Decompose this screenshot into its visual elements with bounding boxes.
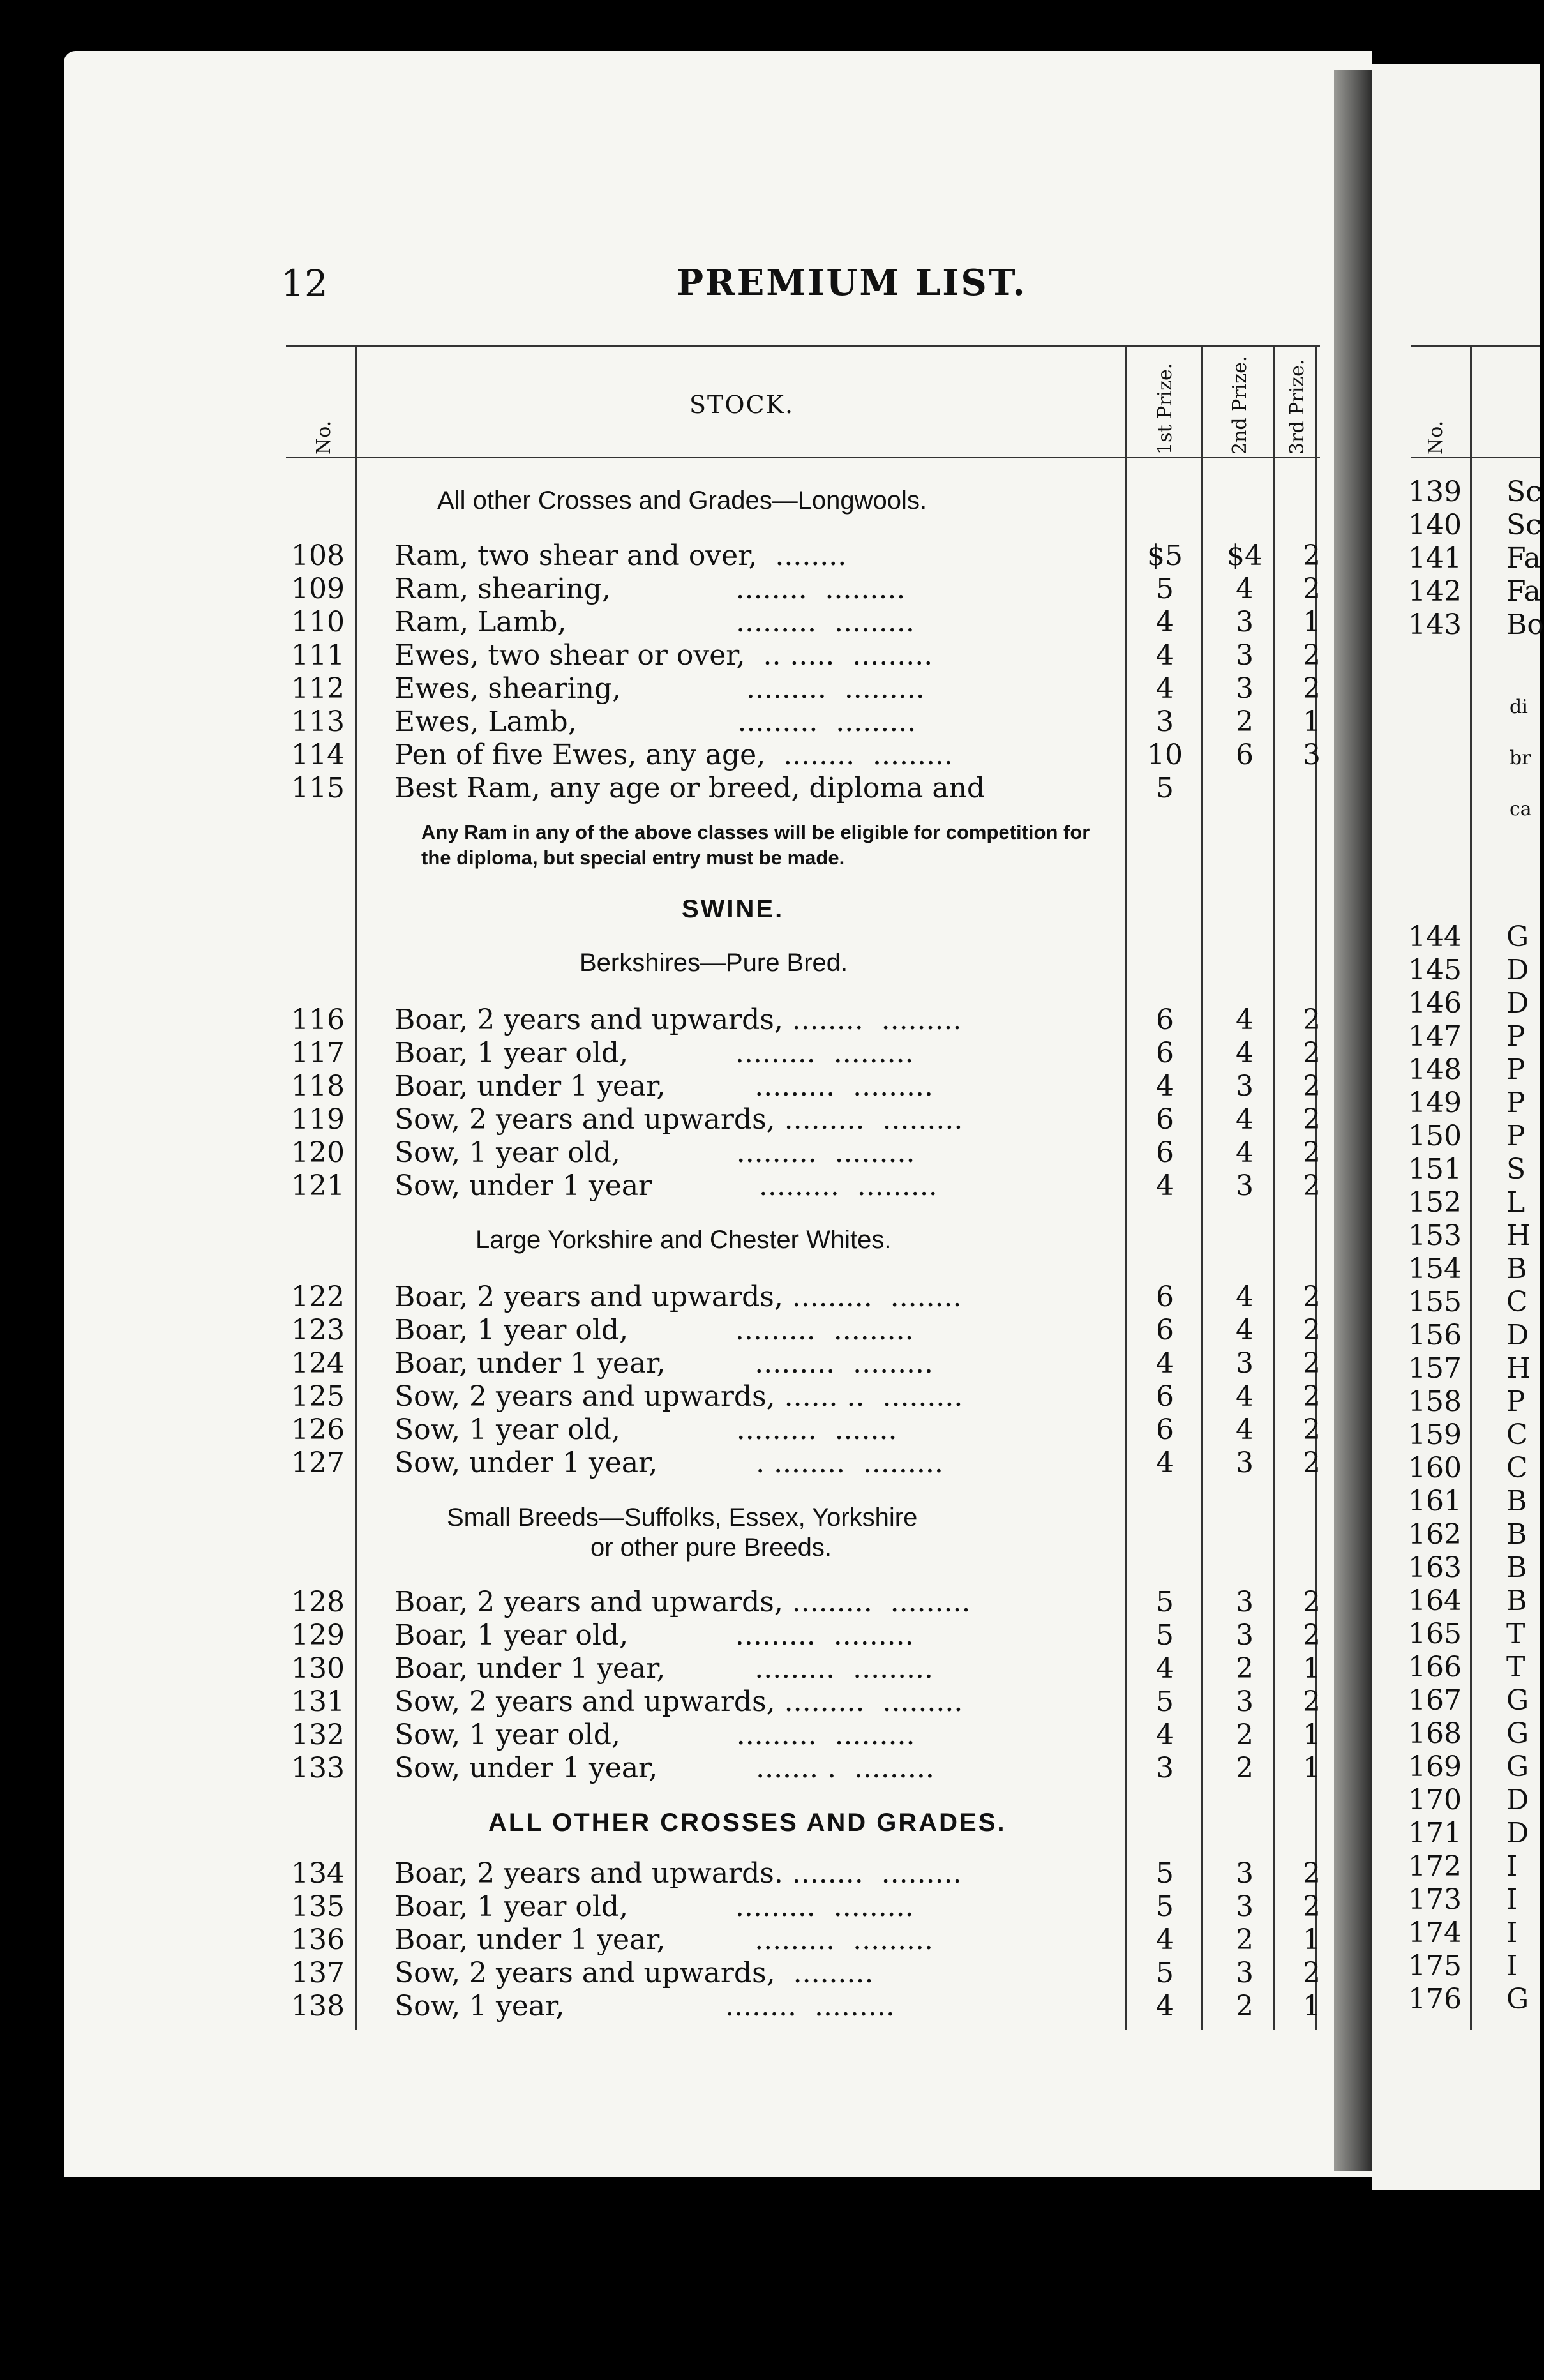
facing-entry-number: 170	[1408, 1784, 1462, 1816]
entry-description: Sow, 1 year old, ......... .........	[394, 1136, 915, 1169]
entry-number: 109	[291, 573, 345, 605]
facing-entry-text: H	[1506, 1219, 1531, 1252]
entry-description: Ewes, shearing, ......... .........	[394, 672, 925, 705]
facing-entry-text: P	[1506, 1053, 1525, 1086]
facing-entry-number: 172	[1408, 1850, 1462, 1883]
facing-entry-number: 174	[1408, 1917, 1462, 1949]
facing-entry-number: 163	[1408, 1551, 1462, 1584]
second-prize-value: 2	[1236, 1924, 1254, 1956]
entry-number: 119	[291, 1103, 345, 1136]
note-text: Any Ram in any of the above classes will be eligible for competition for the diploma, but special entry must be made.	[421, 821, 1090, 869]
facing-entry-number: 161	[1408, 1485, 1462, 1518]
entry-description: Sow, 1 year, ........ .........	[394, 1990, 895, 2022]
column-header-third-prize: 3rd Prize.	[1286, 359, 1308, 455]
column-divider-no	[355, 345, 357, 2030]
entry-description: Sow, 2 years and upwards, ...... .. .........	[394, 1380, 963, 1413]
first-prize-value: 4	[1156, 639, 1174, 672]
second-prize-value: 3	[1236, 1957, 1254, 1989]
facing-entry-text: P	[1506, 1385, 1525, 1418]
entry-number: 117	[291, 1037, 345, 1069]
second-prize-value: 3	[1236, 1447, 1254, 1479]
facing-entry-text: P	[1506, 1087, 1525, 1119]
facing-entry-text: P	[1506, 1020, 1525, 1053]
entry-description: Ram, two shear and over, ........	[394, 539, 847, 572]
first-prize-value: 5	[1156, 1957, 1174, 1989]
first-prize-value: 6	[1156, 1380, 1174, 1413]
third-prize-value: 1	[1303, 1924, 1321, 1956]
entry-description: Boar, under 1 year, ......... .........	[394, 1924, 934, 1956]
second-prize-value: 2	[1236, 1990, 1254, 2022]
facing-entry-text: B	[1506, 1518, 1527, 1551]
first-prize-value: 6	[1156, 1281, 1174, 1313]
facing-entry-text: Fa	[1506, 575, 1541, 608]
third-prize-value: 1	[1303, 1990, 1321, 2022]
entry-description: Sow, 1 year old, ......... .......	[394, 1413, 897, 1446]
facing-entry-text: D	[1506, 1784, 1529, 1816]
facing-entry-number: 146	[1408, 987, 1462, 1020]
facing-entry-text: I	[1506, 1917, 1518, 1949]
first-prize-value: 6	[1156, 1103, 1174, 1136]
facing-entry-text: G	[1506, 1983, 1529, 2015]
facing-entry-number: 145	[1408, 954, 1462, 986]
section-heading-small-breeds-2: or other pure Breeds.	[590, 1533, 832, 1562]
facing-entry-number: 176	[1408, 1983, 1462, 2015]
second-prize-value: 2	[1236, 1719, 1254, 1751]
facing-entry-text: D	[1506, 1319, 1529, 1352]
second-prize-value: 4	[1236, 1413, 1254, 1446]
entry-number: 136	[291, 1924, 345, 1956]
facing-entry-number: 168	[1408, 1717, 1462, 1750]
entry-description: Sow, under 1 year, ....... . .........	[394, 1752, 934, 1784]
facing-entry-number: 154	[1408, 1253, 1462, 1285]
second-prize-value: 4	[1236, 1136, 1254, 1169]
facing-entry-number: 173	[1408, 1883, 1462, 1916]
facing-entry-number: 141	[1408, 542, 1462, 575]
entry-description: Boar, 1 year old, ......... .........	[394, 1890, 914, 1923]
facing-table-header-rule	[1411, 457, 1540, 458]
first-prize-value: 3	[1156, 705, 1174, 738]
facing-entry-number: 162	[1408, 1518, 1462, 1551]
second-prize-value: 4	[1236, 1037, 1254, 1069]
entry-description: Boar, under 1 year, ......... .........	[394, 1070, 934, 1103]
page-title: PREMIUM LIST.	[677, 262, 1027, 304]
facing-fragment-di: di	[1510, 696, 1528, 718]
first-prize-value: 5	[1156, 772, 1174, 804]
third-prize-value: 2	[1303, 1619, 1321, 1652]
first-prize-value: 4	[1156, 1719, 1174, 1751]
entry-description: Sow, 1 year old, ......... .........	[394, 1719, 915, 1751]
entry-description: Best Ram, any age or breed, diploma and	[394, 772, 986, 804]
facing-entry-text: G	[1506, 1751, 1529, 1783]
column-divider-first	[1201, 345, 1203, 2030]
entry-number: 125	[291, 1380, 345, 1413]
facing-entry-text: C	[1506, 1419, 1528, 1451]
second-prize-value: 3	[1236, 1857, 1254, 1890]
second-prize-value: $4	[1227, 539, 1263, 572]
entry-number: 121	[291, 1170, 345, 1202]
third-prize-value: 1	[1303, 1752, 1321, 1784]
entry-number: 118	[291, 1070, 345, 1103]
third-prize-value: 2	[1303, 1170, 1321, 1202]
second-prize-value: 3	[1236, 1685, 1254, 1718]
third-prize-value: 2	[1303, 1103, 1321, 1136]
entry-description: Boar, 2 years and upwards, ......... .........	[394, 1586, 971, 1618]
facing-entry-number: 153	[1408, 1219, 1462, 1252]
facing-entry-number: 150	[1408, 1120, 1462, 1152]
facing-entry-text: C	[1506, 1452, 1528, 1484]
first-prize-value: 4	[1156, 606, 1174, 638]
facing-entry-number: 166	[1408, 1651, 1462, 1683]
second-prize-value: 3	[1236, 639, 1254, 672]
entry-description: Boar, under 1 year, ......... .........	[394, 1652, 934, 1685]
facing-entry-text: B	[1506, 1551, 1527, 1584]
entry-description: Boar, 1 year old, ......... .........	[394, 1619, 914, 1652]
facing-entry-text: Fa	[1506, 542, 1541, 575]
third-prize-value: 2	[1303, 1447, 1321, 1479]
entry-description: Sow, 2 years and upwards, ......... .........	[394, 1103, 963, 1136]
first-prize-value: 4	[1156, 1347, 1174, 1380]
facing-entry-number: 139	[1408, 476, 1462, 508]
entry-description: Ram, Lamb, ......... .........	[394, 606, 915, 638]
entry-description: Ewes, two shear or over, .. ..... .........	[394, 639, 933, 672]
facing-column-divider	[1470, 345, 1472, 2030]
first-prize-value: 6	[1156, 1413, 1174, 1446]
entry-number: 135	[291, 1890, 345, 1923]
facing-entry-text: G	[1506, 1684, 1529, 1717]
entry-number: 110	[291, 606, 345, 638]
facing-entry-number: 144	[1408, 921, 1462, 953]
first-prize-value: 5	[1156, 1685, 1174, 1718]
third-prize-value: 2	[1303, 1685, 1321, 1718]
third-prize-value: 2	[1303, 1957, 1321, 1989]
facing-entry-text: C	[1506, 1286, 1528, 1318]
section-heading-small-breeds: Small Breeds—Suffolks, Essex, Yorkshire	[447, 1503, 918, 1532]
third-prize-value: 2	[1303, 1136, 1321, 1169]
first-prize-value: 6	[1156, 1314, 1174, 1346]
entry-description: Boar, under 1 year, ......... .........	[394, 1347, 934, 1380]
entry-number: 132	[291, 1719, 345, 1751]
facing-column-header-no: No.	[1425, 420, 1447, 455]
table-top-rule	[286, 345, 1320, 347]
entry-number: 129	[291, 1619, 345, 1652]
entry-description: Boar, 1 year old, ......... .........	[394, 1314, 914, 1346]
facing-entry-text: I	[1506, 1850, 1518, 1883]
third-prize-value: 1	[1303, 1719, 1321, 1751]
column-divider-second	[1273, 345, 1275, 2030]
third-prize-value: 1	[1303, 1652, 1321, 1685]
facing-entry-number: 175	[1408, 1950, 1462, 1982]
second-prize-value: 6	[1236, 739, 1254, 771]
first-prize-value: 4	[1156, 1652, 1174, 1685]
entry-number: 114	[291, 739, 345, 771]
third-prize-value: 2	[1303, 1857, 1321, 1890]
third-prize-value: 2	[1303, 1413, 1321, 1446]
facing-entry-number: 157	[1408, 1352, 1462, 1385]
entry-number: 115	[291, 772, 345, 804]
first-prize-value: 5	[1156, 1619, 1174, 1652]
entry-description: Sow, under 1 year, . ........ .........	[394, 1447, 943, 1479]
facing-entry-text: L	[1506, 1186, 1525, 1219]
facing-entry-number: 143	[1408, 608, 1462, 641]
first-prize-value: 3	[1156, 1752, 1174, 1784]
entry-number: 137	[291, 1957, 345, 1989]
entry-number: 134	[291, 1857, 345, 1890]
facing-entry-text: B	[1506, 1485, 1527, 1518]
section-heading-longwools: All other Crosses and Grades—Longwools.	[437, 486, 927, 515]
entry-number: 127	[291, 1447, 345, 1479]
entry-number: 122	[291, 1281, 345, 1313]
page-number: 12	[281, 262, 328, 305]
facing-entry-number: 151	[1408, 1153, 1462, 1186]
entry-description: Sow, 2 years and upwards, .........	[394, 1957, 874, 1989]
column-divider-stock	[1125, 345, 1127, 2030]
entry-description: Boar, 2 years and upwards. ........ .........	[394, 1857, 962, 1890]
facing-entry-number: 160	[1408, 1452, 1462, 1484]
first-prize-value: 5	[1156, 1890, 1174, 1923]
facing-entry-number: 149	[1408, 1087, 1462, 1119]
first-prize-value: $5	[1147, 539, 1183, 572]
facing-entry-number: 159	[1408, 1419, 1462, 1451]
first-prize-value: 4	[1156, 1170, 1174, 1202]
section-heading-swine: SWINE.	[682, 895, 784, 923]
entry-number: 133	[291, 1752, 345, 1784]
facing-entry-number: 140	[1408, 509, 1462, 541]
entry-description: Ewes, Lamb, ......... .........	[394, 705, 917, 738]
entry-description: Boar, 2 years and upwards, ......... ........	[394, 1281, 962, 1313]
third-prize-value: 2	[1303, 1070, 1321, 1103]
entry-description: Boar, 2 years and upwards, ........ .........	[394, 1004, 962, 1036]
facing-entry-text: S	[1506, 1153, 1526, 1186]
facing-entry-number: 147	[1408, 1020, 1462, 1053]
third-prize-value: 2	[1303, 1004, 1321, 1036]
first-prize-value: 4	[1156, 1924, 1174, 1956]
third-prize-value: 2	[1303, 1347, 1321, 1380]
facing-fragment-br: br	[1510, 747, 1531, 769]
section-heading-yorkshire: Large Yorkshire and Chester Whites.	[476, 1226, 892, 1254]
facing-entry-text: Bo	[1506, 608, 1544, 641]
second-prize-value: 3	[1236, 1070, 1254, 1103]
second-prize-value: 3	[1236, 1619, 1254, 1652]
facing-entry-text: T	[1506, 1651, 1525, 1683]
third-prize-value: 3	[1303, 739, 1321, 771]
second-prize-value: 4	[1236, 573, 1254, 605]
second-prize-value: 3	[1236, 1347, 1254, 1380]
facing-entry-text: B	[1506, 1253, 1527, 1285]
facing-entry-text: D	[1506, 954, 1529, 986]
entry-number: 123	[291, 1314, 345, 1346]
column-header-first-prize: 1st Prize.	[1154, 363, 1176, 455]
third-prize-value: 2	[1303, 573, 1321, 605]
facing-entry-text: D	[1506, 1817, 1529, 1849]
first-prize-value: 4	[1156, 672, 1174, 705]
entry-number: 108	[291, 539, 345, 572]
section-heading-berkshires: Berkshires—Pure Bred.	[580, 949, 848, 977]
facing-entry-number: 171	[1408, 1817, 1462, 1849]
facing-entry-text: P	[1506, 1120, 1525, 1152]
section-heading-crosses: ALL OTHER CROSSES AND GRADES.	[488, 1809, 1007, 1837]
third-prize-value: 2	[1303, 1281, 1321, 1313]
facing-entry-text: T	[1506, 1618, 1525, 1650]
entry-number: 124	[291, 1347, 345, 1380]
facing-entry-text: H	[1506, 1352, 1531, 1385]
second-prize-value: 3	[1236, 606, 1254, 638]
first-prize-value: 10	[1147, 739, 1183, 771]
third-prize-value: 2	[1303, 639, 1321, 672]
second-prize-value: 4	[1236, 1103, 1254, 1136]
facing-entry-text: G	[1506, 1717, 1529, 1750]
table-header-rule	[286, 457, 1320, 458]
facing-fragment-ca: ca	[1510, 798, 1532, 820]
facing-entry-number: 165	[1408, 1618, 1462, 1650]
second-prize-value: 2	[1236, 1752, 1254, 1784]
second-prize-value: 4	[1236, 1380, 1254, 1413]
second-prize-value: 4	[1236, 1314, 1254, 1346]
facing-entry-text: G	[1506, 921, 1529, 953]
facing-entry-text: Sc	[1506, 509, 1541, 541]
facing-table-top-rule	[1411, 345, 1540, 347]
third-prize-value: 2	[1303, 539, 1321, 572]
facing-entry-number: 152	[1408, 1186, 1462, 1219]
entry-description: Pen of five Ewes, any age, ........ .........	[394, 739, 953, 771]
facing-entry-text: D	[1506, 987, 1529, 1020]
entry-number: 112	[291, 672, 345, 705]
third-prize-value: 2	[1303, 1890, 1321, 1923]
second-prize-value: 3	[1236, 1890, 1254, 1923]
third-prize-value: 1	[1303, 705, 1321, 738]
entry-description: Boar, 1 year old, ......... .........	[394, 1037, 914, 1069]
facing-entry-number: 167	[1408, 1684, 1462, 1717]
column-header-second-prize: 2nd Prize.	[1229, 356, 1251, 455]
facing-entry-text: I	[1506, 1950, 1518, 1982]
second-prize-value: 4	[1236, 1004, 1254, 1036]
third-prize-value: 2	[1303, 1314, 1321, 1346]
second-prize-value: 2	[1236, 705, 1254, 738]
page-fold-shadow	[1334, 70, 1372, 2171]
facing-entry-text: B	[1506, 1585, 1527, 1617]
facing-entry-number: 156	[1408, 1319, 1462, 1352]
column-header-stock: STOCK.	[689, 391, 795, 419]
facing-entry-text: I	[1506, 1883, 1518, 1916]
third-prize-value: 1	[1303, 606, 1321, 638]
entry-number: 116	[291, 1004, 345, 1036]
first-prize-value: 4	[1156, 1447, 1174, 1479]
facing-entry-number: 169	[1408, 1751, 1462, 1783]
column-header-no: No.	[313, 420, 335, 455]
first-prize-value: 5	[1156, 1586, 1174, 1618]
first-prize-value: 5	[1156, 1857, 1174, 1890]
third-prize-value: 2	[1303, 1037, 1321, 1069]
third-prize-value: 2	[1303, 1586, 1321, 1618]
second-prize-value: 3	[1236, 672, 1254, 705]
facing-entry-number: 155	[1408, 1286, 1462, 1318]
entry-description: Ram, shearing, ........ .........	[394, 573, 906, 605]
third-prize-value: 2	[1303, 672, 1321, 705]
entry-number: 126	[291, 1413, 345, 1446]
first-prize-value: 5	[1156, 573, 1174, 605]
facing-entry-number: 158	[1408, 1385, 1462, 1418]
third-prize-value: 2	[1303, 1380, 1321, 1413]
first-prize-value: 4	[1156, 1070, 1174, 1103]
second-prize-value: 2	[1236, 1652, 1254, 1685]
facing-entry-text: Sc	[1506, 476, 1541, 508]
entry-description: Sow, 2 years and upwards, ......... .........	[394, 1685, 963, 1718]
facing-entry-number: 148	[1408, 1053, 1462, 1086]
first-prize-value: 4	[1156, 1990, 1174, 2022]
entry-number: 138	[291, 1990, 345, 2022]
entry-number: 131	[291, 1685, 345, 1718]
facing-entry-number: 142	[1408, 575, 1462, 608]
second-prize-value: 4	[1236, 1281, 1254, 1313]
first-prize-value: 6	[1156, 1004, 1174, 1036]
entry-number: 120	[291, 1136, 345, 1169]
facing-entry-number: 164	[1408, 1585, 1462, 1617]
entry-number: 111	[291, 639, 345, 672]
second-prize-value: 3	[1236, 1586, 1254, 1618]
first-prize-value: 6	[1156, 1136, 1174, 1169]
first-prize-value: 6	[1156, 1037, 1174, 1069]
second-prize-value: 3	[1236, 1170, 1254, 1202]
entry-description: Sow, under 1 year ......... .........	[394, 1170, 938, 1202]
entry-number: 128	[291, 1586, 345, 1618]
entry-number: 113	[291, 705, 345, 738]
entry-number: 130	[291, 1652, 345, 1685]
